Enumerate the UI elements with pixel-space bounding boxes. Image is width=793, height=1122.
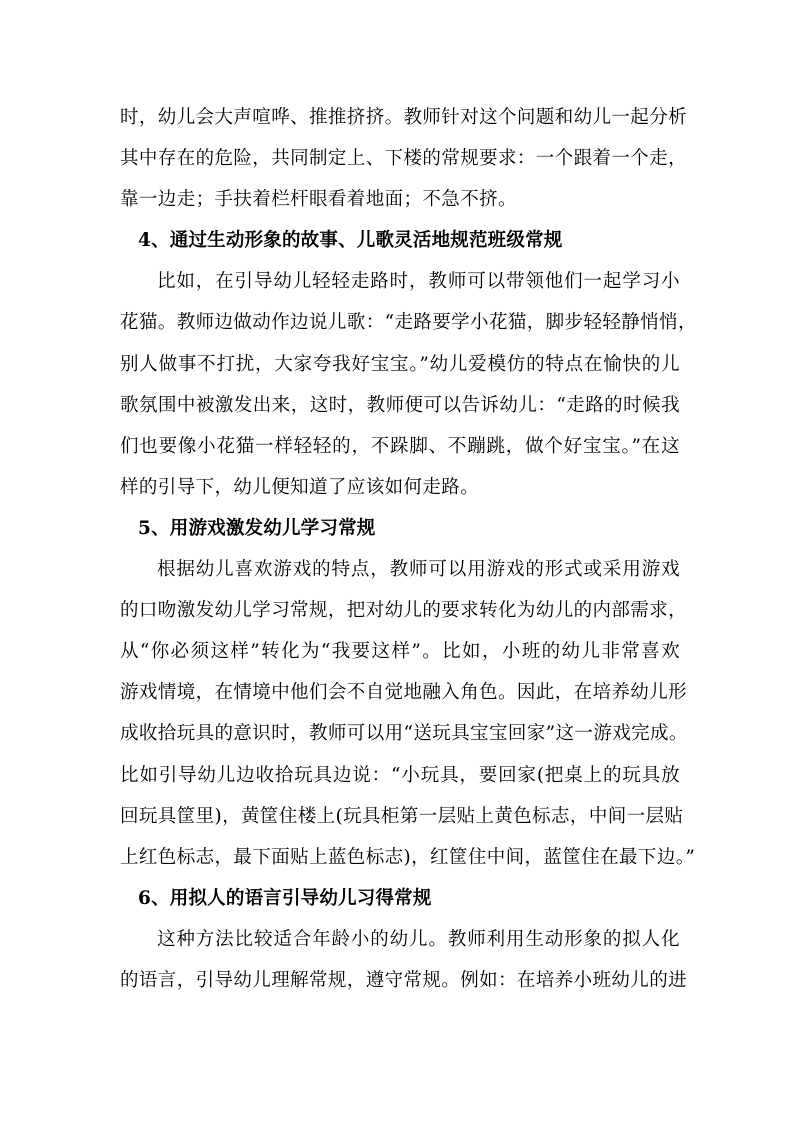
- body-line: 别人做事不打扰，大家夸我好宝宝。”幼儿爱模仿的特点在愉快的儿: [120, 353, 680, 375]
- body-line: 从“你必须这样”转化为“我要这样”。比如，小班的幼儿非常喜欢: [120, 641, 680, 663]
- body-line: 根据幼儿喜欢游戏的特点，教师可以用游戏的形式或采用游戏: [157, 559, 680, 581]
- document-body: [120, 97, 697, 1001]
- body-line: 们也要像小花猫一样轻轻的，不跺脚、不蹦跳，做个好宝宝。”在这: [120, 435, 680, 457]
- body-line: 这种方法比较适合年龄小的幼儿。教师利用生动形象的拟人化: [157, 928, 680, 950]
- body-line: 样的引导下，幼儿便知道了应该如何走路。: [120, 476, 480, 498]
- body-line: 比如引导幼儿边收拾玩具边说：“小玩具，要回家(把桌上的玩具放: [120, 764, 680, 786]
- body-line: 靠一边走；手扶着栏杆眼看着地面；不急不挤。: [120, 189, 517, 211]
- body-line: 回玩具筐里)，黄筐住楼上(玩具柜第一层贴上黄色标志，中间一层贴: [120, 805, 684, 827]
- section-heading-5: 5、用游戏激发幼儿学习常规: [138, 517, 376, 539]
- body-line: 游戏情境，在情境中他们会不自觉地融入角色。因此，在培养幼儿形: [120, 682, 688, 704]
- body-line: 其中存在的危险，共同制定上、下楼的常规要求：一个跟着一个走，: [120, 148, 688, 170]
- body-line: 花猫。教师边做动作边说儿歌：“走路要学小花猫，脚步轻轻静悄悄，: [120, 312, 697, 334]
- body-line: 上红色标志，最下面贴上蓝色标志)，红筐住中间，蓝筐住在最下边。”: [120, 846, 696, 868]
- section-heading-6: 6、用拟人的语言引导幼儿习得常规: [138, 887, 432, 909]
- body-line: 的口吻激发幼儿学习常规，把对幼儿的要求转化为幼儿的内部需求，: [120, 600, 688, 622]
- body-line: 的语言，引导幼儿理解常规，遵守常规。例如：在培养小班幼儿的进: [120, 969, 688, 991]
- body-line: 时，幼儿会大声喧哗、推推挤挤。教师针对这个问题和幼儿一起分析: [120, 107, 688, 128]
- body-line: 成收拾玩具的意识时，教师可以用“送玩具宝宝回家”这一游戏完成。: [120, 723, 688, 745]
- section-heading-4: 4、通过生动形象的故事、儿歌灵活地规范班级常规: [138, 230, 563, 252]
- body-line: 比如，在引导幼儿轻轻走路时，教师可以带领他们一起学习小: [157, 271, 680, 293]
- body-line: 歌氛围中被激发出来，这时，教师便可以告诉幼儿：“走路的时候我: [120, 394, 680, 416]
